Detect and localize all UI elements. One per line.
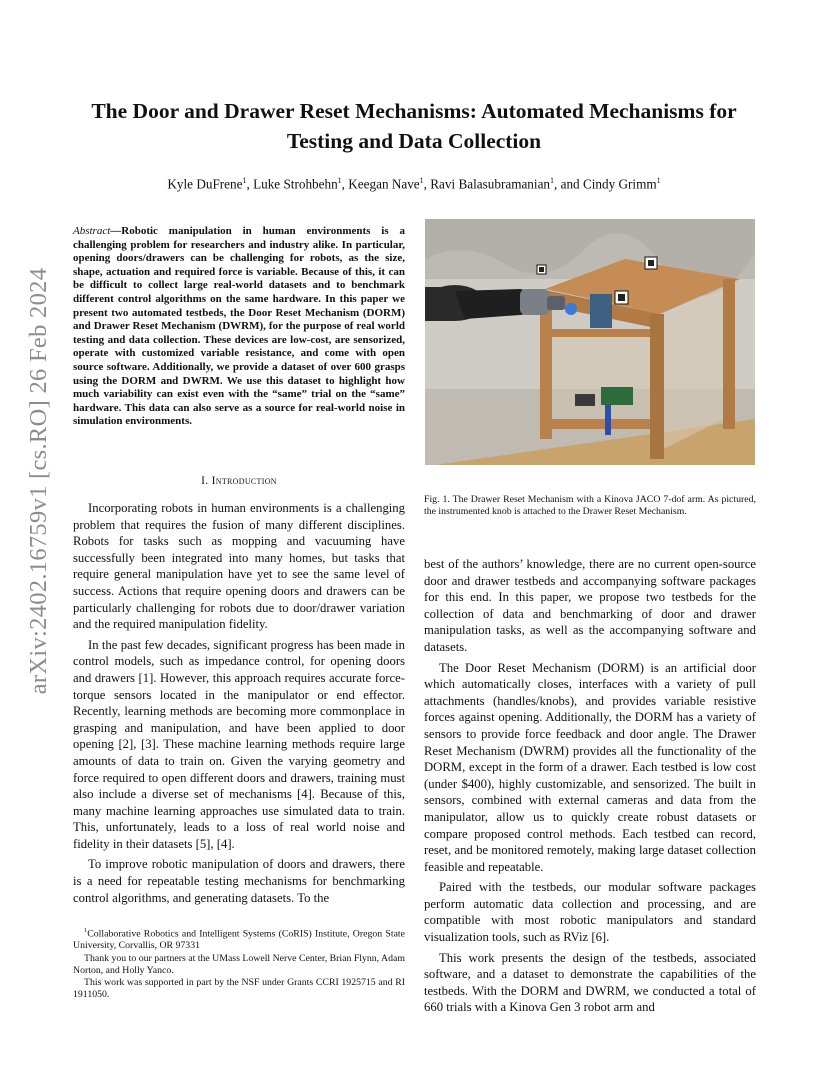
footnote-thanks: Thank you to our partners at the UMass Lowell Nerve Center, Brian Flynn, Adam Norton, and Holly Yanco. [73, 952, 405, 976]
footnote-mark: 1 [84, 927, 88, 934]
abstract-dash: — [110, 225, 122, 237]
author-affiliation-mark: 1 [419, 176, 424, 185]
paper-title-line-1: The Door and Drawer Reset Mechanisms: Automated Mechanisms for [91, 99, 737, 123]
paper-title-line-2: Testing and Data Collection [286, 129, 542, 153]
abstract-text: Robotic manipulation in human environments is a challenging problem for researchers and industry alike. In particular, opening doors/drawers can be challenging for robots, as the size, shape, actuation and required force is variable. Because of this, it can be difficult to collect large real-world datasets and to benchmark different control algorithms on the same hardware. In this paper we present two automated testbeds, the Door Reset Mechanism (DORM) and Drawer Reset Mechanism (DWRM), for the purpose of real world testing and data collection. These devices are low-cost, are sensorized, operate with customized variable resistance, and come with open source software. Additionally, we provide a dataset of over 600 grasps using the DORM and DWRM. We use this dataset to highlight how much variability can exist even with the “same” trial on the “same” hardware. This data can also serve as a source for real-world noise in simulation environments. [73, 225, 405, 428]
body-paragraph: In the past few decades, significant progress has been made in control models, such as impedance control, for opening doors and drawers [1]. However, this approach requires accurate force-torque sensors located in the manipulator or end effector. Recently, learning methods are becoming more commonplace in grasping and manipulation, and have been applied to door opening [2], [3]. These machine learning methods require large amounts of data to train on. Given the varying geometry and force required to open different doors and drawers, training must also include a diverse set of mechanisms [4]. Because of this, many machine learning approaches use simulated data to train. This, unfortunately, leads to a loss of real world noise and fidelity in their datasets [5], [4]. [73, 637, 405, 851]
author-name: Luke Strohbehn [253, 176, 338, 192]
arxiv-identifier-text: arXiv:2402.16759v1 [cs.RO] 26 Feb 2024 [25, 267, 52, 695]
body-paragraph: The Door Reset Mechanism (DORM) is an artificial door which automatically closes, interfaces with a variety of pull attachments (handles/knobs), and provides variable resistive forces against opening. Additionally, the DORM has a variety of sensors to provide force feedback and door angle. The Drawer Reset Mechanism (DWRM) provides all the functionality of the DORM, except in the form of a drawer. Each testbed is low cost (under $400), highly customizable, and sensorized. The built in sensors, combined with external cameras and data from the manipulator, allow us to quickly create robust datasets or compare proposed control methods. Each testbed can record, reset, and be monitored remotely, making large dataset collection feasible and repeatable. [424, 660, 756, 874]
footnote-funding: This work was supported in part by the NSF under Grants CCRI 1925715 and RI 1911050. [73, 977, 405, 1001]
arxiv-identifier-sidebar [24, 267, 54, 695]
footnote-affiliation-text: Collaborative Robotics and Intelligent Systems (CoRIS) Institute, Oregon State University, Corvallis, OR 97331 [73, 928, 405, 952]
figure-1-photo [425, 219, 755, 465]
author-affiliation-mark: 1 [550, 176, 555, 185]
author-separator: , [341, 176, 349, 192]
author-affiliation-mark: 1 [656, 176, 661, 185]
body-paragraph: This work presents the design of the testbeds, associated software, and a dataset to demonstrate the capabilities of the testbeds. With the DORM and DWRM, we conducted a total of 660 trials with a Kinova Gen 3 robot arm and [424, 950, 756, 1015]
introduction-body-continued [424, 556, 756, 1016]
robot-drawer-photo [425, 219, 755, 465]
author-affiliation-mark: 1 [337, 176, 342, 185]
author-list [60, 176, 768, 192]
body-paragraph: To improve robotic manipulation of doors and drawers, there is a need for repeatable testing mechanisms for benchmarking control algorithms, and generating datasets. To the [73, 857, 405, 905]
abstract-label: Abstract [73, 225, 111, 237]
author-separator: , and [554, 176, 583, 192]
abstract [73, 225, 405, 429]
footnote-affiliation [73, 925, 405, 953]
section-title: Introduction [211, 475, 277, 487]
section-heading-introduction [73, 475, 405, 487]
section-number: I. [201, 475, 212, 487]
figure-1-caption: Fig. 1. The Drawer Reset Mechanism with a Kinova JACO 7-dof arm. As pictured, the instrumented knob is attached to the Drawer Reset Mechanism. [424, 494, 756, 518]
author-name: Cindy Grimm [582, 176, 657, 192]
body-paragraph: Paired with the testbeds, our modular software packages perform automatic data collection and processing, and are compatible with most robotic manipulators and standard visualization tools, such as RViz [6]. [424, 880, 756, 945]
body-paragraph: Incorporating robots in human environments is a challenging problem that requires the fusion of many different disciplines. Robots for tasks such as mopping and vacuuming have successfully been integrated into many homes, but tasks that require general manipulation have yet to see the same level of success. Actions that require opening doors and drawers can be particularly challenging for robots due to door/drawer variation and the required manipulation fidelity. [73, 501, 405, 632]
author-separator: , [246, 176, 254, 192]
author-name: Kyle DuFrene [167, 176, 243, 192]
paper-title [60, 96, 768, 156]
author-name: Ravi Balasubramanian [430, 176, 551, 192]
footnotes [73, 925, 405, 1001]
author-name: Keegan Nave [348, 176, 420, 192]
author-separator: , [423, 176, 431, 192]
author-affiliation-mark: 1 [242, 176, 247, 185]
body-paragraph: best of the authors’ knowledge, there are no current open-source door and drawer testbeds and accompanying software packages for this end. In this paper, we propose two testbeds for the collection of data and benchmarking of door and drawer manipulation tasks, as well as the accompanying software and datasets. [424, 557, 756, 654]
introduction-body [73, 500, 405, 906]
